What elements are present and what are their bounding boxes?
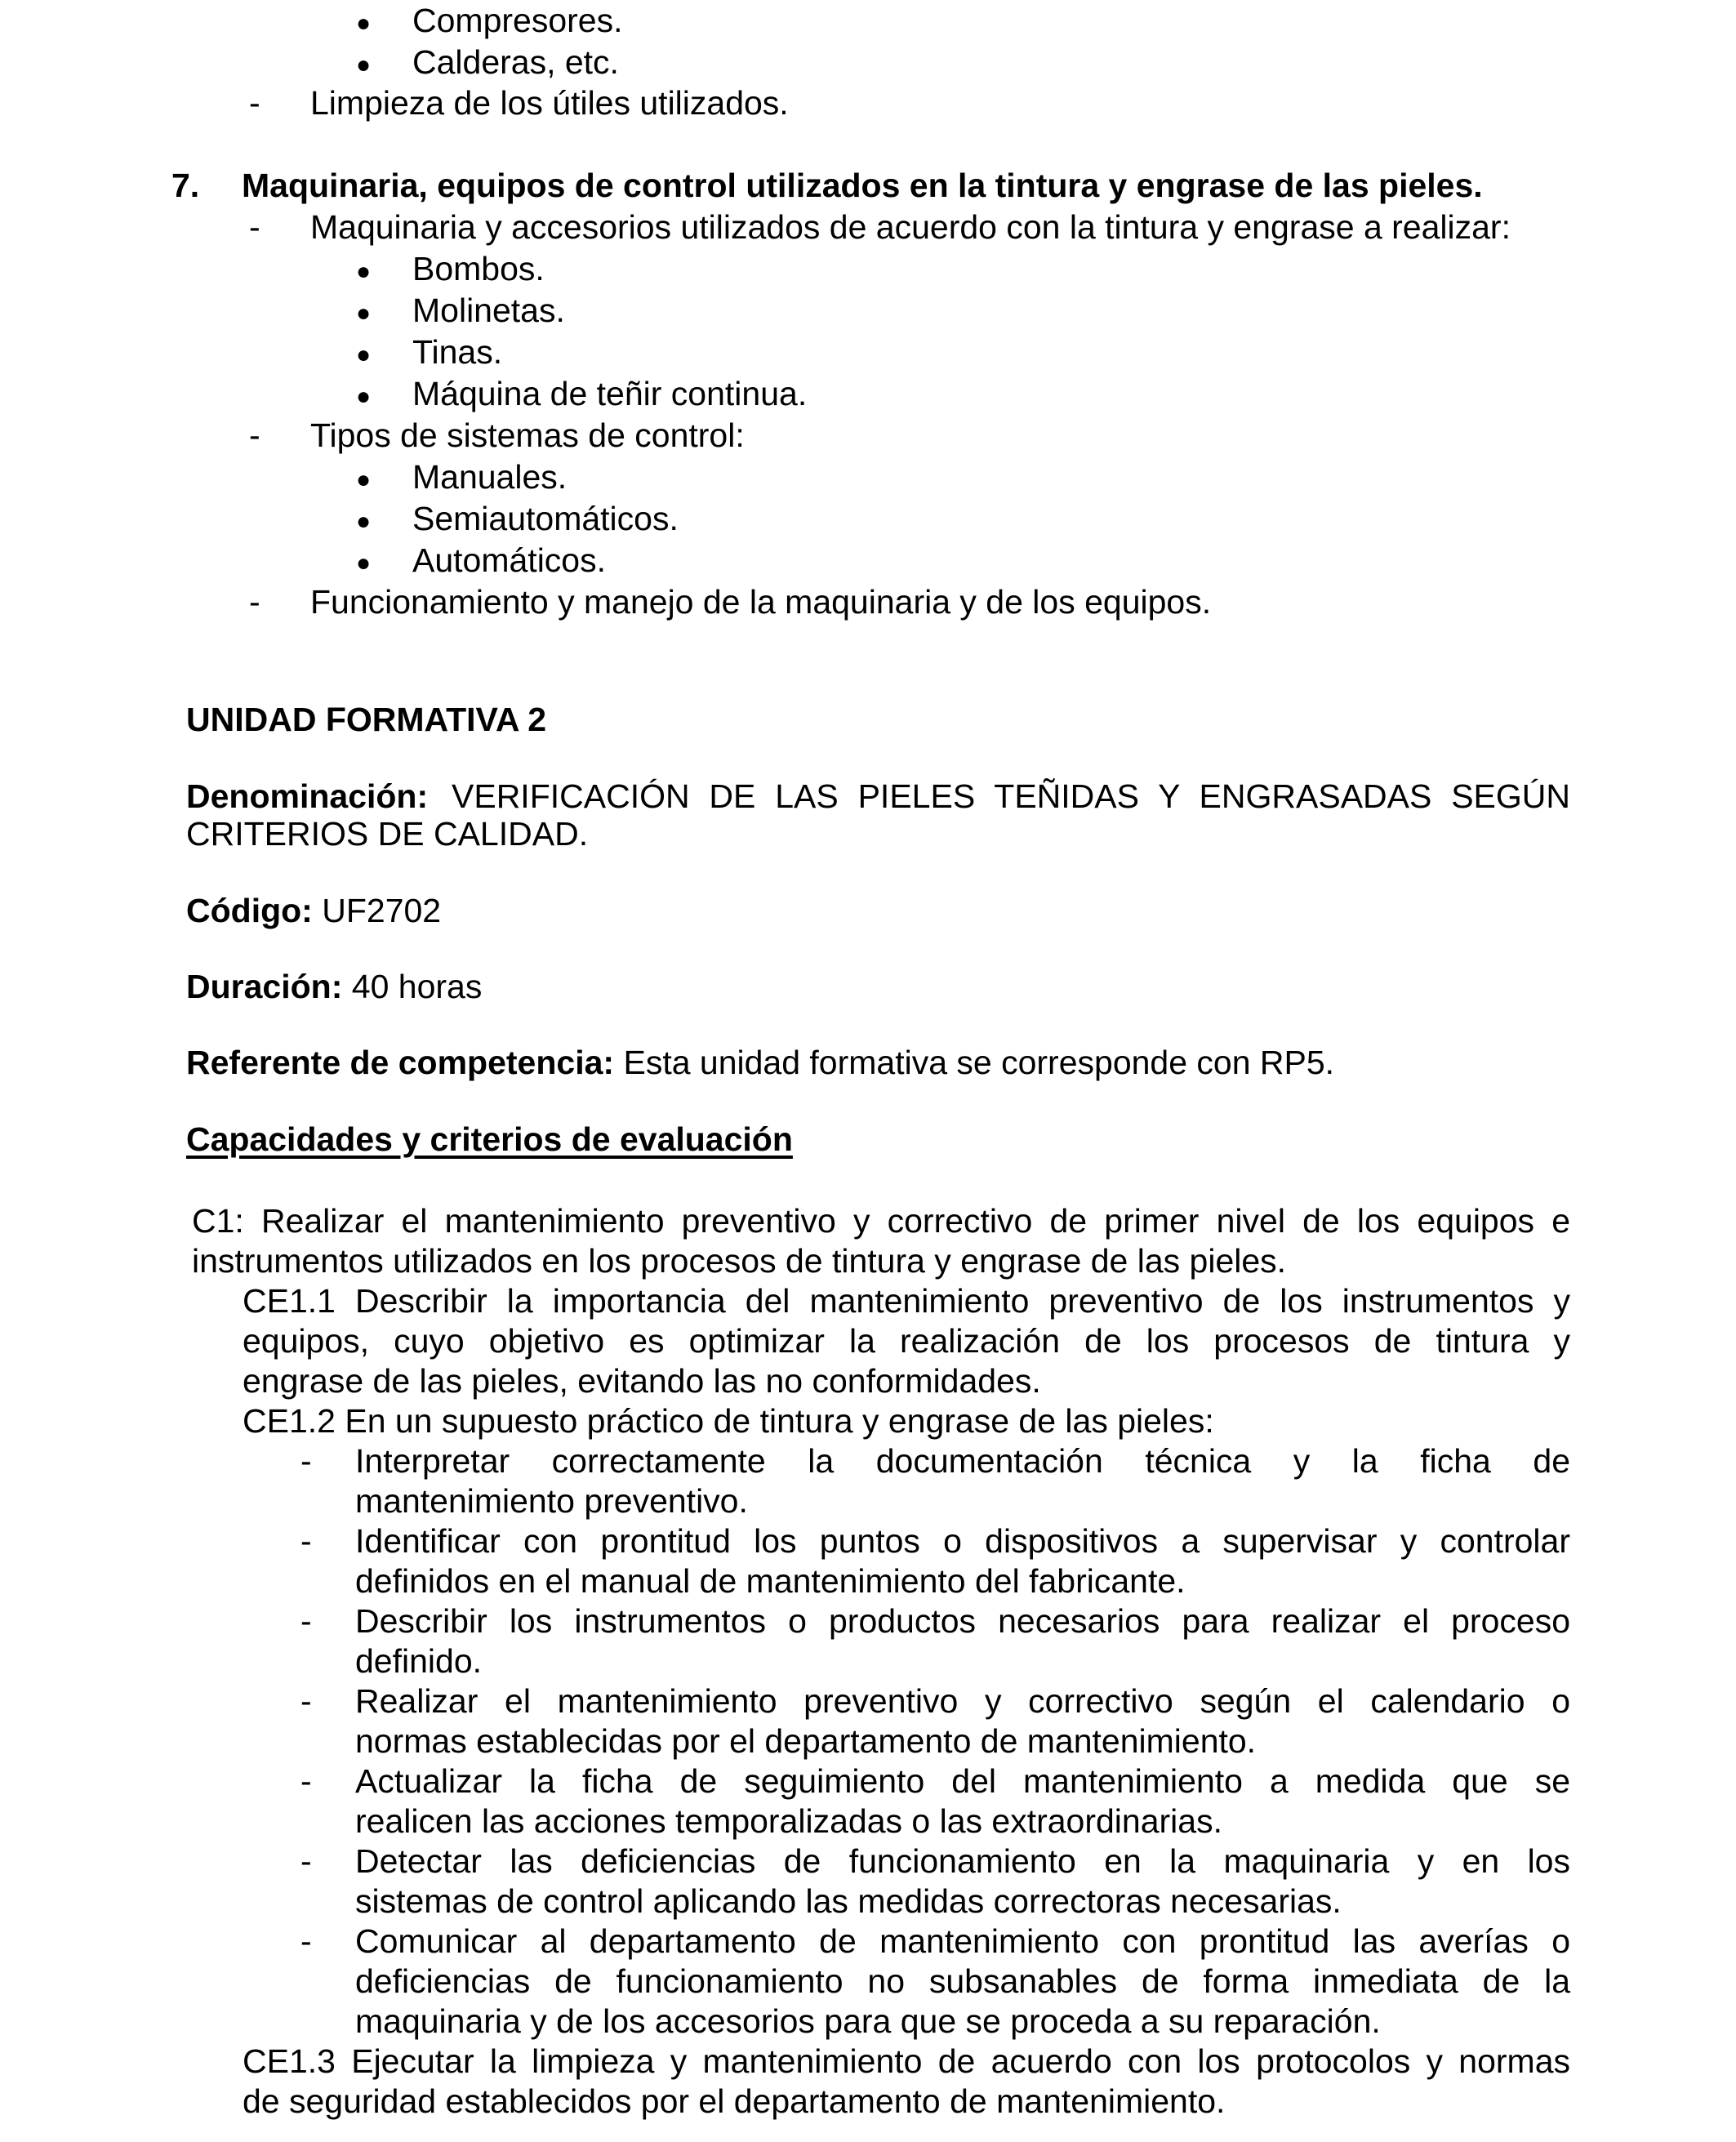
list-item-cont: deficiencias de funcionamiento no subsanables de forma inmediata de la — [355, 1962, 1570, 2000]
list-item-cont: mantenimiento preventivo. — [355, 1482, 748, 1520]
list-item: Tinas. — [412, 333, 503, 371]
ce13-text-cont: de seguridad establecidos por el departamento de mantenimiento. — [243, 2082, 1226, 2120]
c1-text-cont: instrumentos utilizados en los procesos de tintura y engrase de las pieles. — [192, 1242, 1287, 1280]
list-item: Realizar el mantenimiento preventivo y correctivo según el calendario o — [355, 1682, 1570, 1720]
bullet-icon: ● — [356, 10, 372, 37]
list-item: Limpieza de los útiles utilizados. — [310, 84, 789, 122]
referente-line — [186, 1042, 1334, 1083]
dash-marker: - — [300, 1602, 312, 1640]
dash-marker: - — [249, 583, 260, 621]
list-item: Molinetas. — [412, 292, 565, 329]
list-item: Tipos de sistemas de control: — [310, 416, 745, 454]
codigo-label: Código: — [186, 892, 313, 929]
c1-text: C1: Realizar el mantenimiento preventivo y correctivo de primer nivel de los equipos e — [192, 1202, 1570, 1240]
capacidades-heading: Capacidades y criterios de evaluación — [186, 1120, 793, 1158]
referente-value: Esta unidad formativa se corresponde con RP5. — [623, 1044, 1335, 1081]
bullet-icon: ● — [356, 51, 372, 78]
ce11-text: CE1.1 Describir la importancia del mantenimiento preventivo de los instrumentos y — [243, 1282, 1570, 1320]
list-item: Detectar las deficiencias de funcionamiento en la maquinaria y en los — [355, 1842, 1570, 1880]
dash-marker: - — [300, 1442, 312, 1480]
ce13-text: CE1.3 Ejecutar la limpieza y mantenimiento de acuerdo con los protocolos y normas — [243, 2042, 1570, 2080]
bullet-icon: ● — [356, 508, 372, 535]
section-number: 7. — [171, 167, 200, 204]
dash-marker: - — [249, 208, 260, 246]
list-item-cont: normas establecidas por el departamento de mantenimiento. — [355, 1722, 1257, 1760]
dash-marker: - — [300, 1762, 312, 1800]
list-item: Automáticos. — [412, 541, 606, 579]
dash-marker: - — [249, 416, 260, 454]
ce11-text-end: engrase de las pieles, evitando las no conformidades. — [243, 1362, 1041, 1400]
ce12-text: CE1.2 En un supuesto práctico de tintura y engrase de las pieles: — [243, 1402, 1214, 1440]
list-item: Máquina de teñir continua. — [412, 375, 808, 412]
list-item: Comunicar al departamento de mantenimiento con prontitud las averías o — [355, 1922, 1570, 1960]
list-item: Funcionamiento y manejo de la maquinaria y de los equipos. — [310, 583, 1212, 621]
duracion-value: 40 horas — [351, 968, 483, 1005]
bullet-icon: ● — [356, 466, 372, 493]
list-item: Calderas, etc. — [412, 43, 619, 81]
section-heading: Maquinaria, equipos de control utilizados en la tintura y engrase de las pieles. — [242, 167, 1483, 204]
dash-marker: - — [300, 1682, 312, 1720]
denominacion-value-cont: CRITERIOS DE CALIDAD. — [186, 815, 589, 853]
list-item-cont: definidos en el manual de mantenimiento del fabricante. — [355, 1562, 1186, 1600]
dash-marker: - — [300, 1522, 312, 1560]
ce11-text-cont: equipos, cuyo objetivo es optimizar la realización de los procesos de tintura y — [243, 1322, 1570, 1360]
bullet-icon: ● — [356, 550, 372, 577]
dash-marker: - — [249, 84, 260, 122]
list-item: Bombos. — [412, 250, 545, 287]
dash-marker: - — [300, 1922, 312, 1960]
bullet-icon: ● — [356, 300, 372, 327]
unit-title: UNIDAD FORMATIVA 2 — [186, 701, 547, 738]
list-item: Describir los instrumentos o productos necesarios para realizar el proceso — [355, 1602, 1570, 1640]
list-item: Manuales. — [412, 458, 568, 496]
list-item: Semiautomáticos. — [412, 500, 679, 537]
list-item-cont: definido. — [355, 1642, 483, 1680]
list-item: Interpretar correctamente la documentación técnica y la ficha de — [355, 1442, 1570, 1480]
list-item-cont: sistemas de control aplicando las medidas correctoras necesarias. — [355, 1882, 1342, 1920]
referente-label: Referente de competencia: — [186, 1044, 615, 1081]
list-item: Maquinaria y accesorios utilizados de acuerdo con la tintura y engrase a realizar: — [310, 208, 1511, 246]
denominacion-label: Denominación: — [186, 777, 429, 815]
bullet-icon: ● — [356, 383, 372, 410]
list-item: Identificar con prontitud los puntos o dispositivos a supervisar y controlar — [355, 1522, 1570, 1560]
codigo-value: UF2702 — [322, 892, 442, 929]
dash-marker: - — [300, 1842, 312, 1880]
list-item: Actualizar la ficha de seguimiento del mantenimiento a medida que se — [355, 1762, 1570, 1800]
codigo-line — [186, 890, 441, 931]
duracion-label: Duración: — [186, 968, 343, 1005]
list-item: Compresores. — [412, 2, 623, 39]
duracion-line — [186, 966, 482, 1007]
denominacion-value: VERIFICACIÓN DE LAS PIELES TEÑIDAS Y ENGRASADAS SEGÚN — [452, 777, 1570, 815]
bullet-icon: ● — [356, 258, 372, 285]
denominacion-line — [186, 776, 428, 817]
bullet-icon: ● — [356, 341, 372, 368]
list-item-end: maquinaria y de los accesorios para que se proceda a su reparación. — [355, 2002, 1381, 2040]
list-item-cont: realicen las acciones temporalizadas o las extraordinarias. — [355, 1802, 1222, 1840]
